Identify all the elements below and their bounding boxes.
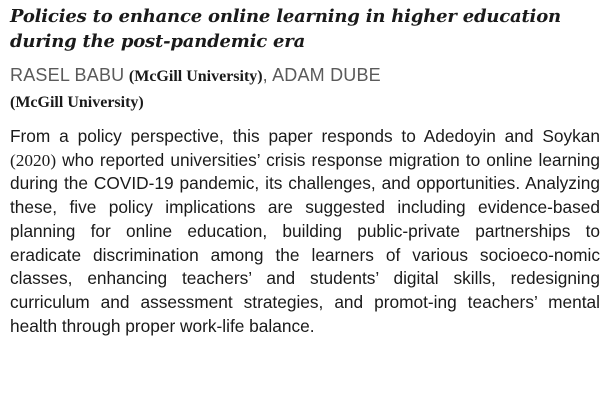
abstract-paragraph <box>10 125 604 338</box>
author-separator: , <box>262 65 273 85</box>
author-line <box>10 63 604 115</box>
author-affiliation: (McGill University) <box>128 68 263 85</box>
author-name: RASEL BABU <box>10 65 125 85</box>
abstract-text: who reported universities’ crisis response migration to online learning during the COVID-19 pandemic, its challenges, and opportunities. Analyzing these, five policy implications are suggested including evidence-based planning for online education, building public-private partnerships to eradicate discrimination among the learners of various socioeco-nomic classes, enhancing teachers’ and students’ digital skills, redesigning curriculum and assessment strategies, and promot-ing teachers’ mental health through proper work-life balance. <box>10 149 600 336</box>
abstract-text: From a policy perspective, this paper responds to Adedoyin and Soykan <box>10 126 600 146</box>
author-affiliation: (McGill University) <box>10 94 144 111</box>
author-name: ADAM DUBE <box>272 65 381 85</box>
citation-year: (2020) <box>10 150 57 170</box>
article-title: Policies to enhance online learning in higher education during the post-pandemic era <box>10 6 561 52</box>
